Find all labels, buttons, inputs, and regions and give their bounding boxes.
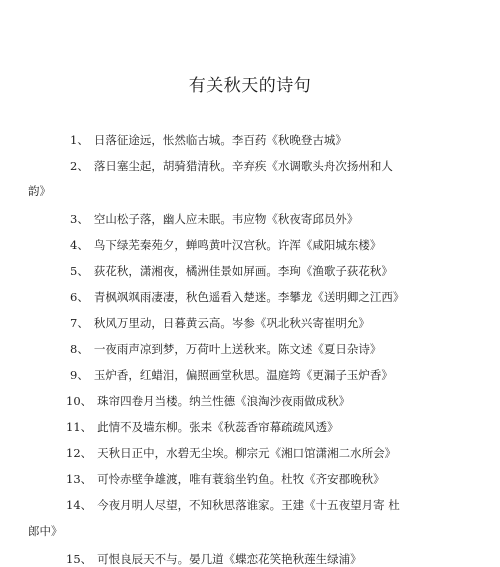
poem-line-6 [70,289,470,305]
poem-text: 鸟下绿芜秦苑夕，蝉鸣黄叶汉宫秋。许浑《咸阳城东楼》 [93,238,382,252]
poem-line-14 [66,497,466,513]
poem-number: 11、 [66,420,93,434]
poem-number: 8、 [70,342,89,356]
poem-number: 13、 [66,472,93,486]
poem-line-13 [66,471,466,487]
poem-text: 空山松子落，幽人应未眠。韦应物《秋夜寄邱员外》 [93,212,359,226]
document-title: 有关秋天的诗句 [188,76,312,96]
poem-line-14-continuation: 郎中》 [28,524,63,538]
poem-line-9 [70,367,470,383]
poem-text: 可怜赤壁争雄渡，唯有蓑翁坐钓鱼。杜牧《齐安郡晚秋》 [97,472,385,486]
poem-text: 青枫飒飒雨凄凄，秋色遥看入楚迷。李攀龙《送明卿之江西》 [93,290,405,304]
poem-text: 荻花秋，潇湘夜，橘洲佳景如屏画。李珣《渔歌子荻花秋》 [93,264,393,278]
poem-line-12 [66,445,466,461]
poem-line-7 [70,315,470,331]
poem-number: 15、 [66,552,93,566]
poem-line-8 [70,341,470,357]
poem-text: 日落征途远，怅然临古城。李百药《秋晚登古城》 [93,133,347,147]
poem-number: 3、 [70,212,89,226]
poem-line-1 [70,132,470,148]
poem-text: 天秋日正中，水碧无尘埃。柳宗元《湘口馆潇湘二水所会》 [97,446,397,460]
poem-line-3 [70,211,470,227]
poem-text: 秋风万里动，日暮黄云高。岑参《巩北秋兴寄崔明允》 [93,316,370,330]
poem-line-2 [70,158,470,174]
poem-number: 10、 [66,394,93,408]
poem-text: 珠帘四卷月当楼。纳兰性德《浪淘沙夜雨做成秋》 [97,394,351,408]
poem-line-11 [66,419,466,435]
poem-number: 2、 [70,159,89,173]
poem-number: 12、 [66,446,93,460]
poem-text: 此情不及墙东柳。张耒《秋蕊香帘幕疏疏风透》 [97,420,339,434]
poem-text: 落日塞尘起，胡骑猎清秋。辛弃疾《水调歌头舟次扬州和人 [93,159,393,173]
poem-number: 4、 [70,238,89,252]
poem-line-10 [66,393,466,409]
poem-text: 今夜月明人尽望，不知秋思落谁家。王建《十五夜望月寄 杜 [97,498,400,512]
poem-line-5 [70,263,470,279]
poem-number: 14、 [66,498,93,512]
poem-number: 6、 [70,290,89,304]
poem-line-15 [66,551,466,567]
poem-text: 一夜雨声凉到梦，万荷叶上送秋来。陈文述《夏日杂诗》 [93,342,382,356]
poem-text: 可恨良辰天不与。晏几道《蝶恋花笑艳秋莲生绿浦》 [97,552,362,566]
poem-line-2-continuation: 韵》 [28,184,51,198]
poem-text: 玉炉香，红蜡泪，偏照画堂秋思。温庭筠《更漏子玉炉香》 [93,368,393,382]
poem-number: 9、 [70,368,89,382]
poem-number: 1、 [70,133,89,147]
poem-number: 7、 [70,316,89,330]
poem-number: 5、 [70,264,89,278]
poem-line-4 [70,237,470,253]
